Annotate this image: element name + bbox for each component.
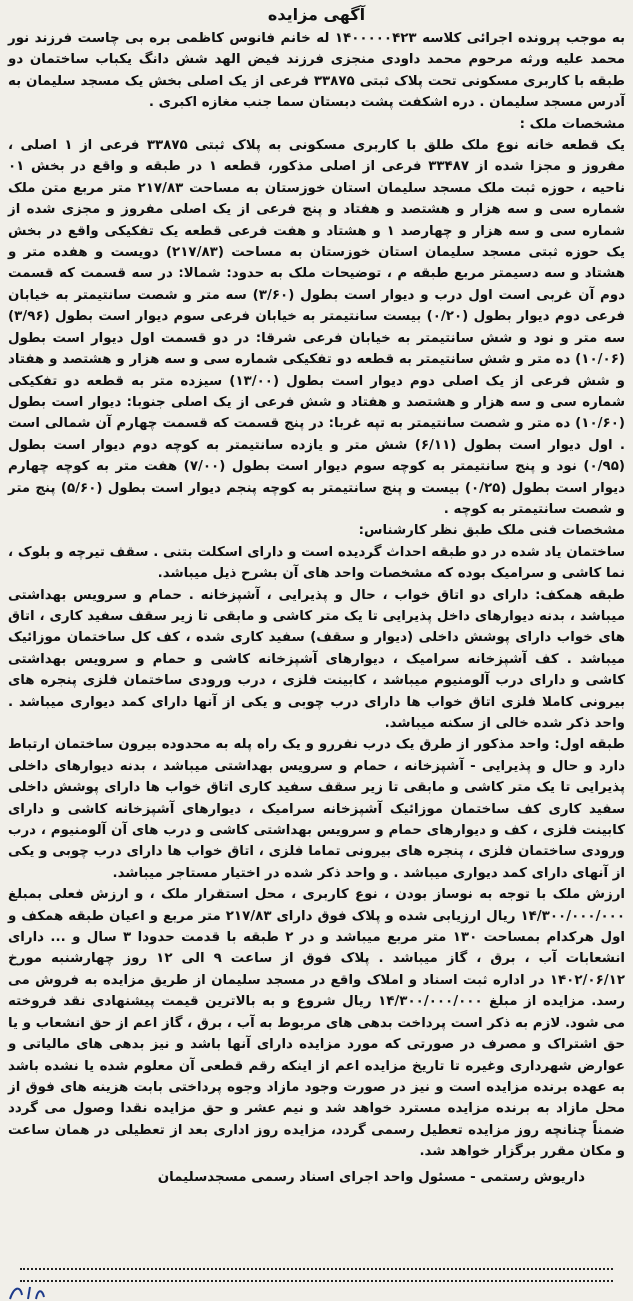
- valuation-and-auction-terms: ارزش ملک با توجه به نوساز بودن ، نوع کاربری ، محل استقرار ملک ، و ارزش فعلی بمبلغ ۱۴/۳۰۰/۰۰۰/۰۰۰ ریال ارزیابی شده و پلاک فوق دارای ۲۱۷/۸۳ متر مربع و اعیان طبقه همکف و اول هرکدام بمساحت ۱۳۰ متر مربع میباشد و در ۲ طبقه با قدمت حدودا ۳ سال و ... دارای انشعابات آب ، برق ، گاز میباشد . پلاک فوق از ساعت ۹ الی ۱۲ روز چهارشنبه مورخ ۱۴۰۲/۰۶/۱۲ در اداره ثبت اسناد و املاک واقع در مسجد سلیمان از طریق مزایده به فروش می رسد. مزایده از مبلغ ۱۴/۳۰۰/۰۰۰/۰۰۰ ریال شروع و به بالاترین قیمت پیشنهادی نقد فروخته می شود. لازم به ذکر است پرداخت بدهی های مربوط به آب ، برق ، گاز اعم از حق انشعاب و یا حق اشتراک و مصرف در صورتی که مورد مزایده دارای آنها باشد و نیز بدهی های مالیاتی و عوارض شهرداری وغیره تا تاریخ مزایده اعم از اینکه رقم قطعی آن معلوم شده یا نشده باشد به عهده برنده مزایده است و نیز در صورت وجود مازاد وجوه پرداختی بابت هزینه های فوق از محل مازاد به برنده مزایده مسترد خواهد شد و نیم عشر و حق مزایده نقدا وصول می گردد ضمناً چنانچه روز مزایده تعطیل رسمی گردد، مزایده روز اداری بعد از تعطیلی در همان ساعت و مکان مقرر برگزار خواهد شد.: [8, 887, 626, 1160]
- property-description: یک قطعه خانه نوع ملک طلق با کاربری مسکونی به پلاک ثبتی ۳۳۸۷۵ فرعی از ۱ اصلی ، مفروز و مجزا شده از ۳۳۴۸۷ فرعی از اصلی مذکور، قطعه ۱ در طبقه و واقع در بخش ۰۱ ناحیه ، حوزه ثبت ملک مسجد سلیمان استان خوزستان به مساحت ۲۱۷/۸۳ متر مربع متن ملک شماره سی و سه هزار و هشتصد و هفتاد و پنج فرعی از یک اصلی مفروز و مجزی شده از شماره سی و سه هزار و چهارصد ۱ و هشتاد و هفت فرعی قطعه یک تفکیکی واقع در بخش یک حوزه ثبتی مسجد سلیمان استان خوزستان به مساحت (۲۱۷/۸۳) دویست و هفده متر و هشتاد و سه دسیمتر مربع طبقه م ، توضیحات ملک به حدود: شمالا: در سه قسمت که قسمت دوم آن غربی است اول درب و دیوار است بطول (۳/۶۰) سه متر و شصت سانتیمتر به خیابان فرعی دوم دیوار بطول (۰/۲۰) بیست سانتیمتر به خیابان فرعی سوم دیوار است بطول (۳/۹۶) سه متر و نود و شش سانتیمتر به خیابان فرعی شرقا: در دو قسمت اول دیوار است بطول (۱۰/۰۶) ده متر و شش سانتیمتر به قطعه دو تفکیکی شماره سی و سه هزار و هشتصد و هفتاد و شش فرعی از یک اصلی دوم دیوار است بطول (۱۳/۰۰) سیزده متر به قطعه دو تفکیکی شماره سی و سه هزار و هشتصد و هفتاد و شش فرعی از یک اصلی جنوبا: دیوار است بطول (۱۰/۶۰) ده متر و شصت سانتیمتر به تپه غربا: در پنج قسمت که قسمت چهارم آن شمالی است . اول دیوار است بطول (۶/۱۱) شش متر و یازده سانتیمتر به کوچه دوم دیوار است بطول (۰/۹۵) نود و پنج سانتیمتر به کوچه سوم دیوار است بطول (۷/۰۰) هفت متر به کوچه چهارم دیوار است بطول (۰/۲۵) بیست و پنج سانتیمتر به کوچه پنجم دیوار است بطول (۵/۶۰) پنج متر و شصت سانتیمتر به کوچه .: [8, 138, 626, 517]
- first-floor-description: طبقه اول: واحد مذکور از طرق یک درب نفررو و یک راه پله به محدوده بیرون ساختمان ارتباط دارد و حال و پذیرایی - آشپزخانه ، حمام و سرویس بهداشتی میباشد ، بدنه دیوارهای داخلی پذیرایی تا یک متر کاشی و مابقی تا زیر سقف سفید کاری اتاق خواب ها دارای پوشش داخلی سفید کاری کف ساختمان موزائیک آشپزخانه سرامیک ، دیوارهای آشپزخانه کاشی و دارای کابینت فلزی ، کف و دیوارهای حمام و سرویس بهداشتی کاشی و درب های آن آلومنیوم ، درب ورودی ساختمان فلزی ، پنجره های بیرونی تماما فلزی ، اتاق خواب ها دارای درب چوبی و یکی از آنهای دارای کمد دیواری میباشد . و واحد ذکر شده در اختیار مستاجر میباشد.: [8, 737, 625, 881]
- technical-heading: مشخصات فنی ملک طبق نظر کارشناس:: [358, 523, 625, 539]
- technical-description: ساختمان یاد شده در دو طبقه احداث گردیده است و دارای اسکلت بتنی . سقف تیرچه و بلوک ، نما کاشی و سرامیک بوده که مشخصات واحد های آن بشرح ذیل میباشد.: [8, 544, 625, 582]
- ground-floor-description: طبقه همکف: دارای دو اتاق خواب ، حال و پذیرایی ، آشپزخانه . حمام و سرویس بهداشتی میباشد ، بدنه دیوارهای داخل پذیرایی تا یک متر کاشی و مابقی تا زیر سقف سفید کاری ، اتاق های خواب دارای پوشش داخلی (دیوار و سقف) سفید کاری شده ، کف کل ساختمان موزائیک میباشد . کف آشپزخانه سرامیک ، دیوارهای آشپزخانه کاشی و حمام و سرویس بهداشتی کاشی و دارای درب آلومنیوم میباشد ، کابینت فلزی ، درب ورودی ساختمان فلزی پنجره های بیرونی کاملا فلزی اتاق خواب ها دارای درب چوبی و یکی از آنها دارای کمد دیواری میباشد . واحد ذکر شده خالی از سکنه میباشد.: [8, 587, 625, 731]
- property-heading: مشخصات ملک :: [519, 116, 625, 132]
- handwritten-mark-icon: [6, 1281, 46, 1301]
- bottom-dotted-border: [20, 1268, 613, 1282]
- signature-line: داریوش رستمی - مسئول واحد اجرای اسناد رسمی مسجدسلیمان: [157, 1169, 585, 1185]
- notice-title: آگهی مزایده: [267, 5, 366, 24]
- notice-intro: به موجب پرونده اجرائی کلاسه ۱۴۰۰۰۰۰۴۲۳ له خانم فانوس کاظمی بره بی چاست فرزند نور محمد علیه ورثه مرحوم محمد داودی منجزی فرزند فیض الهد شش دانگ یکباب ساختمان دو طبقه با کاربری مسکونی تحت پلاک ثبتی ۳۳۸۷۵ فرعی از یک اصلی بخش یک مسجد سلیمان به آدرس مسجد سلیمان . دره اشکفت پشت دبستان سما جنب مغازه اکبری .: [8, 31, 626, 111]
